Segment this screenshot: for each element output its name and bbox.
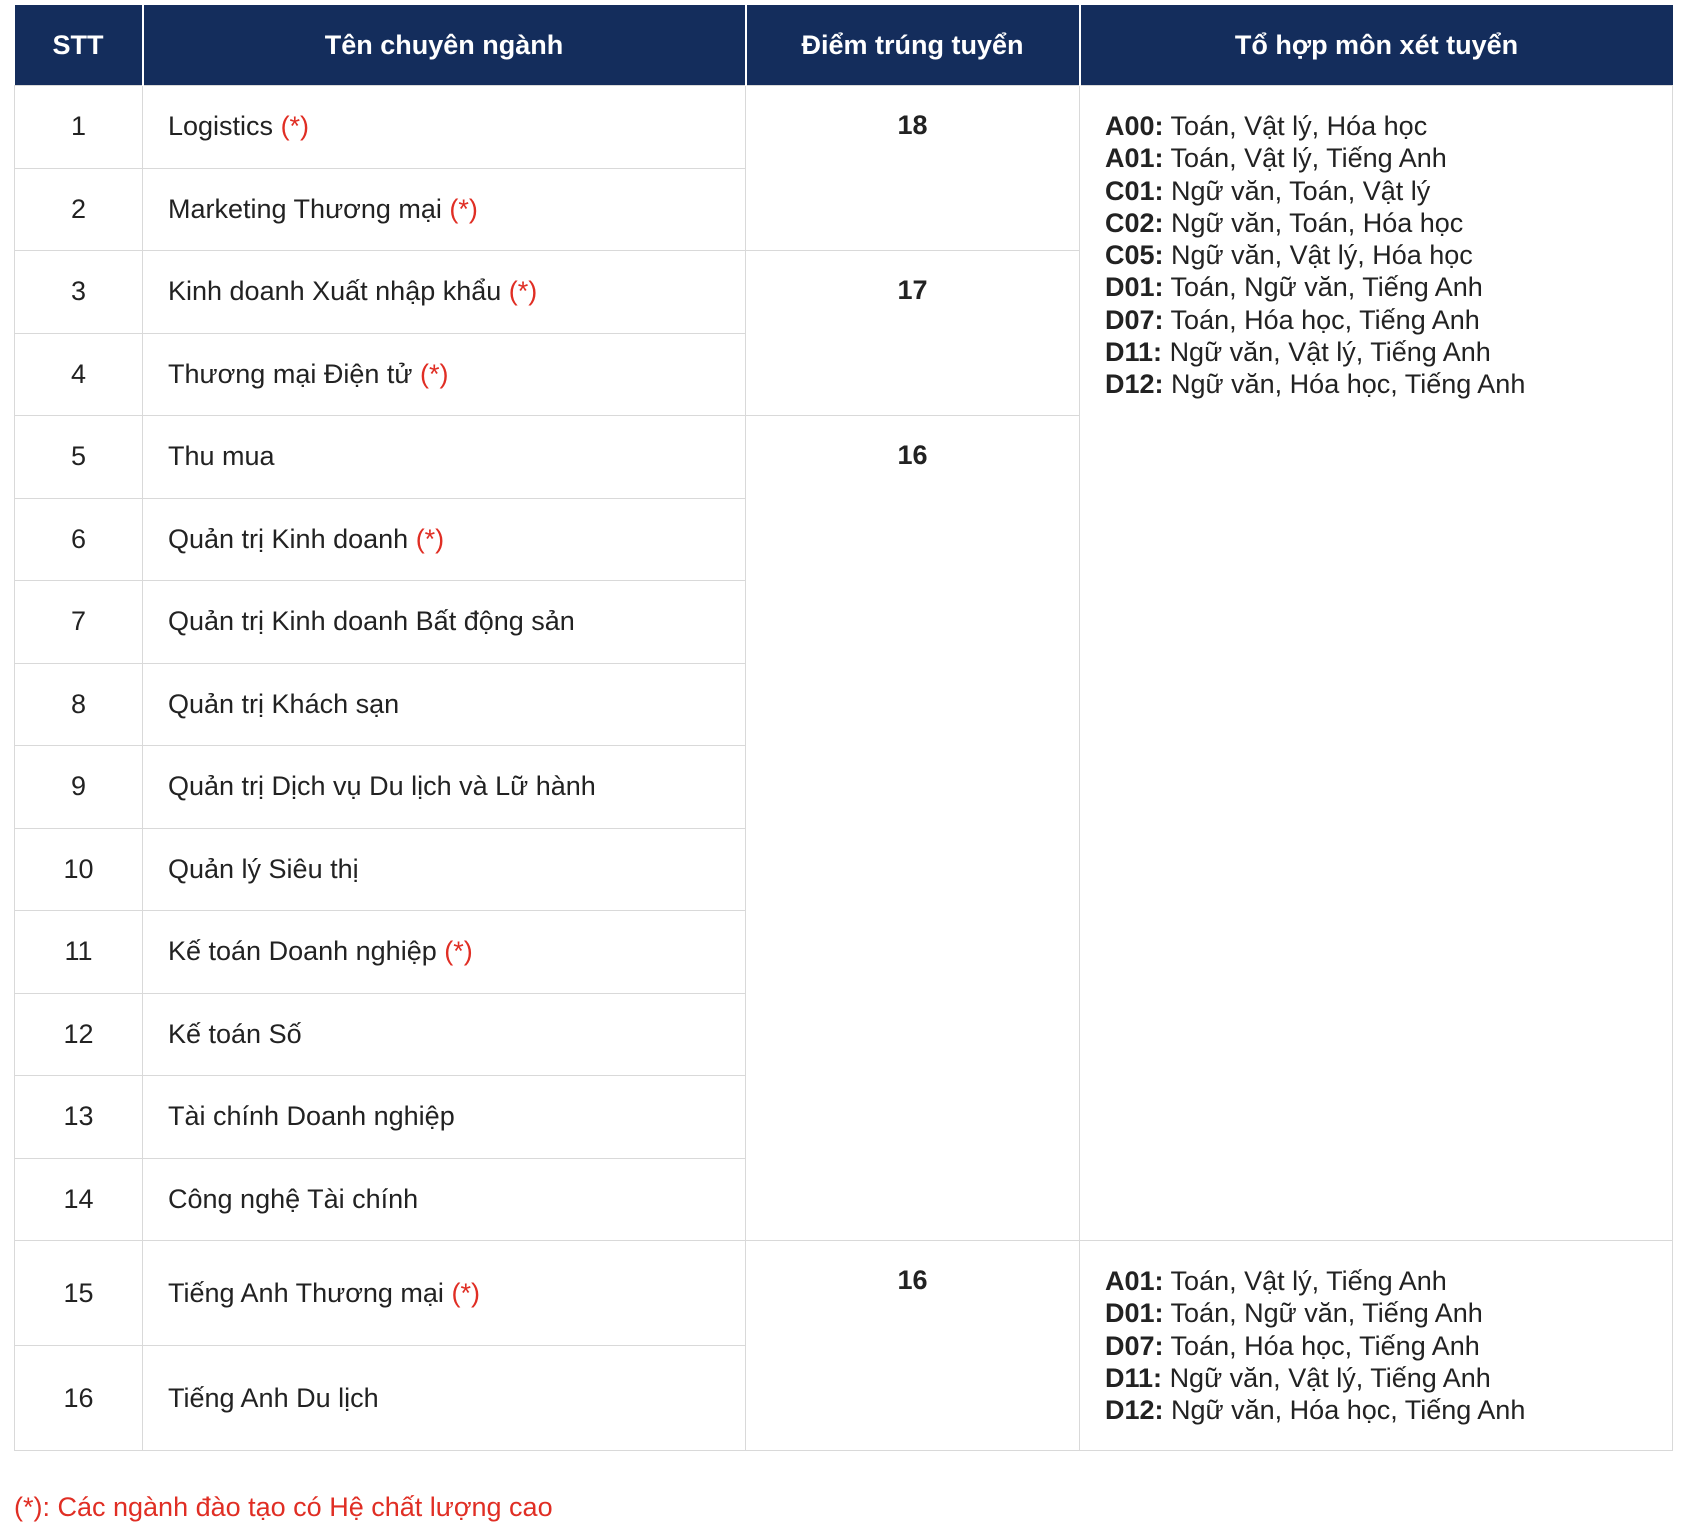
row-major-name	[143, 86, 746, 169]
major-name-text: Marketing Thương mại	[168, 193, 442, 224]
score-cell: 17	[746, 251, 1080, 416]
combo-subjects: Toán, Ngữ văn, Tiếng Anh	[1170, 1298, 1483, 1329]
row-stt: 7	[15, 581, 143, 664]
major-name-text: Thu mua	[168, 441, 275, 472]
row-major-name	[143, 663, 746, 746]
combo-code: D01:	[1105, 1298, 1164, 1329]
combo-code: D07:	[1105, 304, 1164, 335]
combo-subjects: Toán, Vật lý, Tiếng Anh	[1170, 143, 1447, 174]
combo-code: D12:	[1105, 1395, 1164, 1426]
score-cell: 18	[746, 86, 1080, 251]
row-stt: 8	[15, 663, 143, 746]
row-major-name	[143, 581, 746, 664]
combo-line	[1105, 1362, 1672, 1394]
row-major-name	[143, 1346, 746, 1451]
header-subject-combination: Tổ hợp môn xét tuyển	[1080, 5, 1673, 86]
combo-line	[1105, 239, 1672, 271]
table-row	[15, 1241, 1673, 1346]
combo-code: D01:	[1105, 272, 1164, 303]
combo-code: A01:	[1105, 1266, 1164, 1296]
combo-line	[1105, 1297, 1672, 1329]
combo-code: A00:	[1105, 111, 1164, 141]
header-major-name: Tên chuyên ngành	[143, 5, 746, 86]
major-name-text: Thương mại Điện tử	[168, 358, 413, 389]
major-name-text: Tiếng Anh Thương mại	[168, 1277, 444, 1308]
row-stt: 6	[15, 498, 143, 581]
combo-subjects: Ngữ văn, Hóa học, Tiếng Anh	[1171, 1395, 1526, 1426]
combo-line	[1105, 1265, 1672, 1297]
header-row	[15, 5, 1673, 86]
header-stt: STT	[15, 5, 143, 86]
combo-subjects: Ngữ văn, Vật lý, Hóa học	[1171, 240, 1473, 271]
major-name-text: Quản trị Dịch vụ Du lịch và Lữ hành	[168, 771, 596, 802]
score-cell: 16	[746, 1241, 1080, 1451]
major-name-text: Quản trị Khách sạn	[168, 688, 400, 719]
major-name-text: Logistics	[168, 111, 274, 142]
row-stt: 10	[15, 828, 143, 911]
row-major-name	[143, 746, 746, 829]
combo-line	[1105, 1330, 1672, 1362]
combo-code: A01:	[1105, 143, 1164, 174]
major-name-text: Kinh doanh Xuất nhập khẩu	[168, 276, 502, 307]
row-stt: 9	[15, 746, 143, 829]
high-quality-marker: (*)	[444, 936, 473, 967]
row-major-name	[143, 333, 746, 416]
admission-table	[14, 5, 1673, 1451]
row-stt: 1	[15, 86, 143, 169]
combo-code: D07:	[1105, 1330, 1164, 1361]
row-stt: 12	[15, 993, 143, 1076]
combo-line	[1105, 110, 1672, 142]
combo-subjects: Toán, Vật lý, Hóa học	[1170, 111, 1428, 141]
high-quality-marker: (*)	[449, 193, 478, 224]
combo-subjects: Ngữ văn, Toán, Hóa học	[1171, 207, 1464, 238]
row-stt: 5	[15, 416, 143, 499]
major-name-text: Kế toán Số	[168, 1018, 302, 1049]
row-stt: 3	[15, 251, 143, 334]
score-cell: 16	[746, 416, 1080, 1241]
table-body	[15, 86, 1673, 1451]
combo-subjects: Toán, Vật lý, Tiếng Anh	[1170, 1266, 1447, 1296]
combo-subjects: Ngữ văn, Toán, Vật lý	[1171, 175, 1431, 206]
major-name-text: Tiếng Anh Du lịch	[168, 1382, 379, 1413]
high-quality-marker: (*)	[280, 111, 310, 142]
combo-line	[1105, 368, 1672, 400]
row-major-name	[143, 498, 746, 581]
combo-subjects: Ngữ văn, Vật lý, Tiếng Anh	[1169, 1362, 1491, 1393]
footnote: (*): Các ngành đào tạo có Hệ chất lượng cao	[14, 1492, 553, 1522]
combo-subjects: Toán, Ngữ văn, Tiếng Anh	[1170, 272, 1483, 303]
row-major-name	[143, 993, 746, 1076]
major-name-text: Kế toán Doanh nghiệp	[168, 936, 437, 967]
combo-line	[1105, 304, 1672, 336]
table-row	[15, 86, 1673, 169]
row-major-name	[143, 168, 746, 251]
row-major-name	[143, 1241, 746, 1346]
combo-subjects: Toán, Hóa học, Tiếng Anh	[1170, 304, 1480, 335]
row-major-name	[143, 1158, 746, 1241]
major-name-text: Công nghệ Tài chính	[168, 1183, 419, 1214]
row-stt: 11	[15, 911, 143, 994]
header-admission-score: Điểm trúng tuyển	[746, 5, 1080, 86]
row-stt: 4	[15, 333, 143, 416]
row-major-name	[143, 828, 746, 911]
combo-line	[1105, 1394, 1672, 1426]
row-stt: 14	[15, 1158, 143, 1241]
major-name-text: Tài chính Doanh nghiệp	[168, 1101, 455, 1132]
row-stt: 16	[15, 1346, 143, 1451]
row-stt: 2	[15, 168, 143, 251]
row-major-name	[143, 251, 746, 334]
combo-code: C01:	[1105, 175, 1164, 206]
combo-subjects: Ngữ văn, Vật lý, Tiếng Anh	[1169, 337, 1491, 368]
high-quality-marker: (*)	[415, 523, 445, 554]
row-major-name	[143, 416, 746, 499]
major-name-text: Quản trị Kinh doanh	[168, 523, 409, 554]
subject-combination-cell	[1080, 1241, 1673, 1451]
major-name-text: Quản trị Kinh doanh Bất động sản	[168, 606, 575, 637]
major-name-text: Quản lý Siêu thị	[168, 853, 359, 884]
combo-line	[1105, 142, 1672, 174]
combo-code: D12:	[1105, 369, 1164, 400]
combo-line	[1105, 271, 1672, 303]
combo-line	[1105, 336, 1672, 368]
combo-line	[1105, 207, 1672, 239]
high-quality-marker: (*)	[451, 1277, 480, 1308]
combo-code: C02:	[1105, 207, 1164, 238]
row-major-name	[143, 1076, 746, 1159]
row-stt: 13	[15, 1076, 143, 1159]
subject-combination-cell	[1080, 86, 1673, 1241]
combo-subjects: Ngữ văn, Hóa học, Tiếng Anh	[1171, 369, 1526, 400]
combo-code: D11:	[1105, 337, 1163, 368]
table-header	[15, 5, 1673, 86]
row-major-name	[143, 911, 746, 994]
combo-subjects: Toán, Hóa học, Tiếng Anh	[1170, 1330, 1480, 1361]
combo-code: C05:	[1105, 240, 1164, 271]
combo-line	[1105, 175, 1672, 207]
combo-code: D11:	[1105, 1362, 1163, 1393]
high-quality-marker: (*)	[508, 276, 538, 307]
high-quality-marker: (*)	[419, 358, 449, 389]
row-stt: 15	[15, 1241, 143, 1346]
